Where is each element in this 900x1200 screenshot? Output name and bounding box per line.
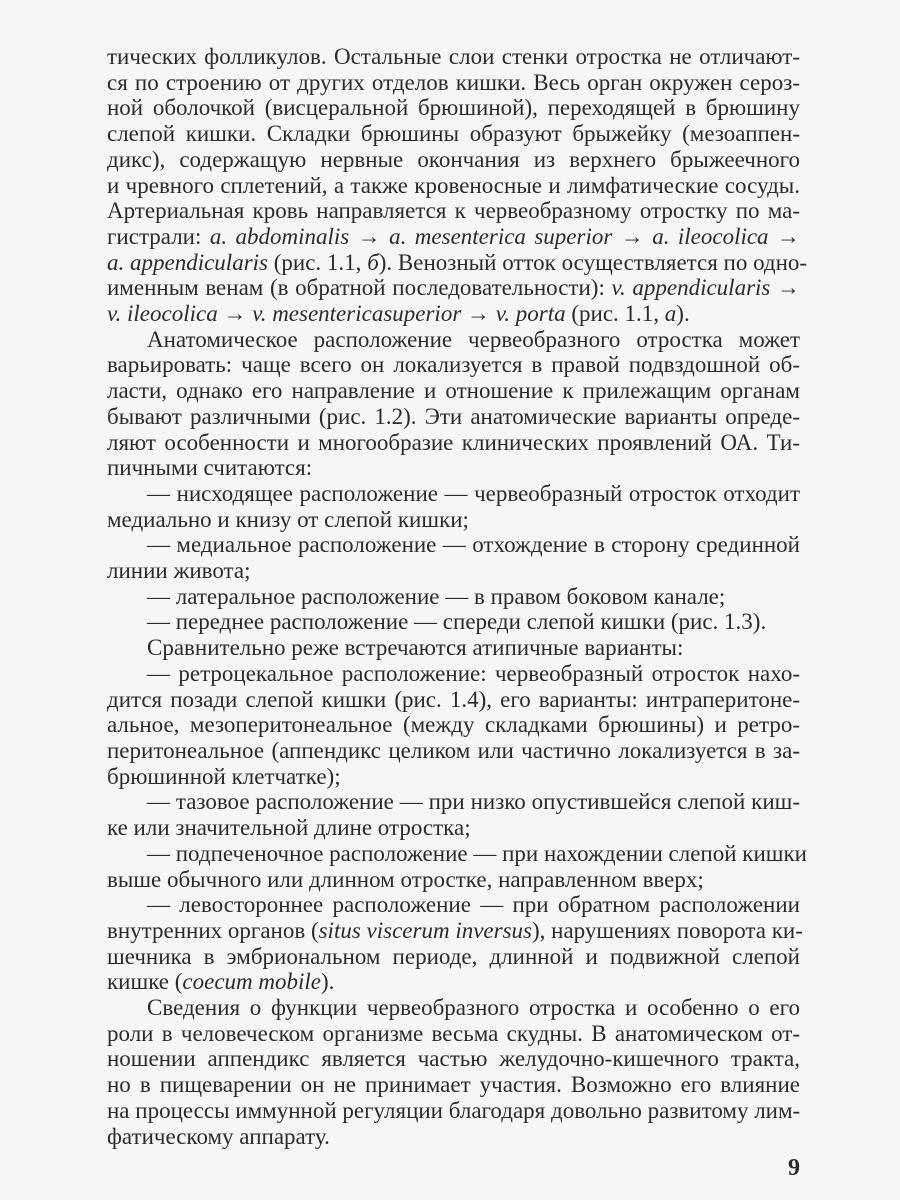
paragraph-atypical-intro (107, 635, 800, 661)
body-text (107, 44, 808, 1149)
paragraph-structure (107, 44, 808, 327)
text-line: v. ileocolica → v. mesentericasuperior → v. porta (рис. 1.1, а). (107, 301, 690, 327)
list-item-left-sided (107, 892, 803, 995)
vein-term: v. appendicularis (611, 275, 771, 301)
artery-term: a. appendicularis (107, 249, 268, 275)
list-item-subhepatic (107, 840, 807, 892)
text-line: — левостороннее расположение — при обратном расположении (147, 892, 800, 918)
list-item-medial (107, 532, 800, 583)
text-line: — ретроцекальное расположение: червеобразный отросток нахо- (147, 660, 800, 686)
vein-term: v. porta (495, 301, 566, 327)
text-line: и чревного сплетений, а также кровеносные и лимфатические сосуды. (107, 172, 800, 198)
page-number: 9 (788, 1155, 800, 1181)
text-line: но в пищеварении он не принимает участия. Возможно его влияние (107, 1072, 800, 1098)
artery-term: a. ileocolica (652, 223, 769, 249)
text-line: — тазовое расположение — при низко опустившейся слепой киш- (147, 789, 800, 815)
text-line: — подпеченочное расположение — при нахождении слепой кишки (147, 840, 807, 866)
text-line: — нисходящее расположение — червеобразный отросток отходит (147, 480, 800, 506)
vein-term: v. ileocolica (107, 301, 218, 327)
text-line: ной оболочкой (висцеральной брюшиной), переходящей в брюшину (107, 95, 800, 121)
text-line: Сравнительно реже встречаются атипичные варианты: (147, 635, 684, 661)
text-line: бывают различными (рис. 1.2). Эти анатомические варианты опреде- (107, 403, 800, 429)
text-line: a. appendicularis (рис. 1.1, б). Венозный отток осуществляется по одно- (107, 249, 808, 275)
text-line: ласти, однако его направление и отношение к прилежащим органам (107, 378, 800, 404)
latin-term: situs viscerum inversus (318, 917, 532, 943)
text-line: линии живота; (107, 558, 251, 584)
artery-term: a. abdominalis (209, 223, 350, 249)
text-line: гистрали: a. abdominalis → a. mesenterica superior → a. ileocolica → (107, 223, 800, 249)
text-line: альное, мезоперитонеальное (между складками брюшины) и ретро- (107, 712, 800, 738)
text-line: внутренних органов (situs viscerum inversus), нарушениях поворота ки- (107, 917, 803, 943)
text-line: на процессы иммунной регуляции благодаря довольно развитому лим- (107, 1097, 801, 1123)
text-line: — медиальное расположение — отхождение в сторону срединной (147, 532, 800, 558)
list-item-anterior (107, 609, 800, 635)
text-line: ся по строению от других отделов кишки. Весь орган окружен сероз- (107, 69, 800, 95)
text-line: кишке (coecum mobile). (107, 969, 335, 995)
text-line: дится позади слепой кишки (рис. 1.4), его варианты: интраперитоне- (107, 686, 800, 712)
latin-term: coecum mobile (182, 969, 322, 995)
text-line: Анатомическое расположение червеобразного отростка может (147, 326, 800, 352)
list-item-lateral (107, 584, 800, 610)
text-line: — переднее расположение — спереди слепой кишки (рис. 1.3). (147, 609, 767, 635)
text-line: шечника в эмбриональном периоде, длинной и подвижной слепой (107, 943, 800, 969)
text-line: ке или значительной длине отростка; (107, 815, 471, 841)
list-item-retrocecal (107, 661, 800, 790)
text-line: выше обычного или длинном отростке, направленном вверх; (107, 866, 704, 892)
text-line: именным венам (в обратной последовательности): v. appendicularis → (107, 275, 801, 301)
paragraph-location (107, 327, 800, 481)
paragraph-function (107, 995, 800, 1149)
text-line: ляют особенности и многообразие клинических проявлений ОА. Ти- (107, 429, 800, 455)
vein-term: v. mesentericasuperior (252, 301, 462, 327)
text-line: медиально и книзу от слепой кишки; (107, 506, 469, 532)
text-line: Сведения о функции червеобразного отростка и особенно о его (147, 995, 800, 1021)
text-line: фатическому аппарату. (107, 1123, 330, 1149)
text-line: — латеральное расположение — в правом боковом канале; (147, 583, 726, 609)
text-line: роли в человеческом организме весьма скудны. В анатомическом от- (107, 1020, 800, 1046)
text-line: брюшинной клетчатке); (107, 763, 341, 789)
text-line: дикс), содержащую нервные окончания из верхнего брыжеечного (107, 146, 800, 172)
text-line: ношении аппендикс является частью желудочно-кишечного тракта, (107, 1046, 800, 1072)
text-line: перитонеальное (аппендикс целиком или частично локализуется в за- (107, 737, 800, 763)
text-line: Артериальная кровь направляется к червеобразному отростку по ма- (107, 198, 800, 224)
text-line: тических фолликулов. Остальные слои стенки отростка не отличают- (107, 44, 800, 69)
artery-term: a. mesenterica superior (389, 223, 613, 249)
text-line: пичными считаются: (107, 455, 313, 481)
list-item-descending (107, 481, 800, 532)
text-line: слепой кишки. Складки брюшины образуют брыжейку (мезоаппен- (107, 121, 800, 147)
text-line: варьировать: чаще всего он локализуется в правой подвздошной об- (107, 352, 800, 378)
list-item-pelvic (107, 789, 800, 840)
